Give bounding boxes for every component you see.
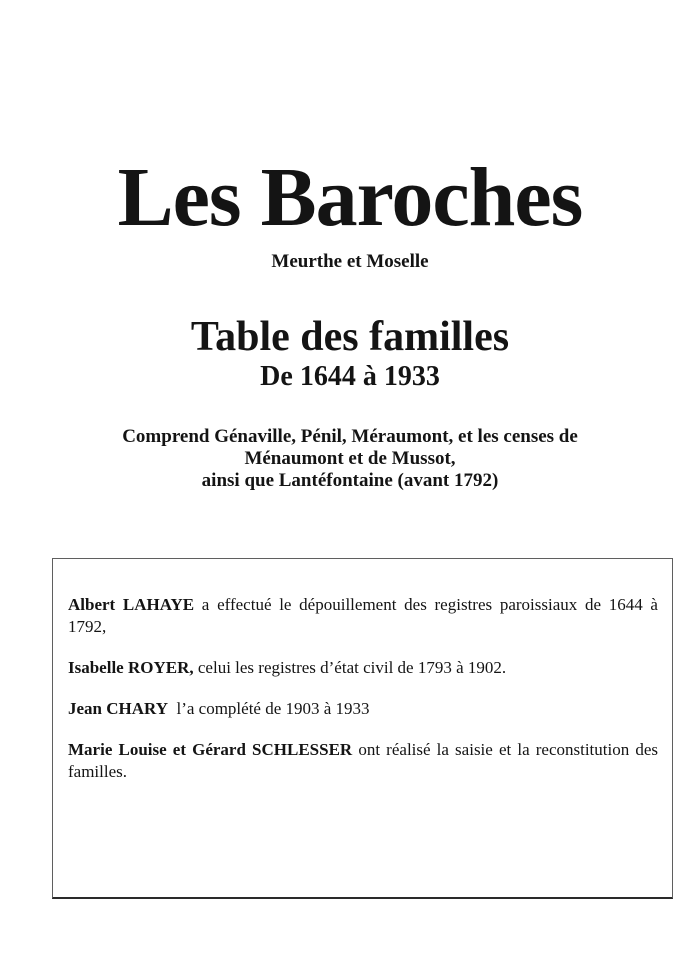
credit-paragraph-chary <box>68 698 658 720</box>
date-range: De 1644 à 1933 <box>260 361 440 392</box>
credit-name-royer: Isabelle ROYER, <box>68 658 194 677</box>
credits-box <box>52 558 673 899</box>
region-subtitle: Meurthe et Moselle <box>271 251 429 272</box>
credit-paragraph-schlesser <box>68 739 658 783</box>
credit-text-chary: l’a complété de 1903 à 1933 <box>167 699 370 718</box>
main-title: Les Baroches <box>117 151 583 244</box>
coverage-line-2: Ménaumont et de Mussot, <box>244 448 456 469</box>
coverage-line-3: ainsi que Lantéfontaine (avant 1792) <box>201 470 499 491</box>
credit-name-lahaye: Albert LAHAYE <box>68 595 195 614</box>
credit-paragraph-royer <box>68 657 658 679</box>
section-title: Table des familles <box>190 314 510 360</box>
credit-name-chary: Jean CHARY <box>68 699 168 718</box>
credit-text-lahaye: a effectué le dépouillement des registres paroissiaux de 1644 à 1792, <box>68 595 658 636</box>
credit-name-schlesser: Marie Louise et Gérard SCHLESSER <box>68 740 353 759</box>
credit-text-schlesser: ont réalisé la saisie et la reconstitution des familles. <box>68 740 658 781</box>
coverage-line-1: Comprend Génaville, Pénil, Méraumont, et les censes de <box>122 426 578 447</box>
credit-paragraph-lahaye <box>68 594 658 638</box>
credit-text-royer: celui les registres d’état civil de 1793 à 1902. <box>193 658 507 677</box>
coverage-note <box>0 426 700 492</box>
